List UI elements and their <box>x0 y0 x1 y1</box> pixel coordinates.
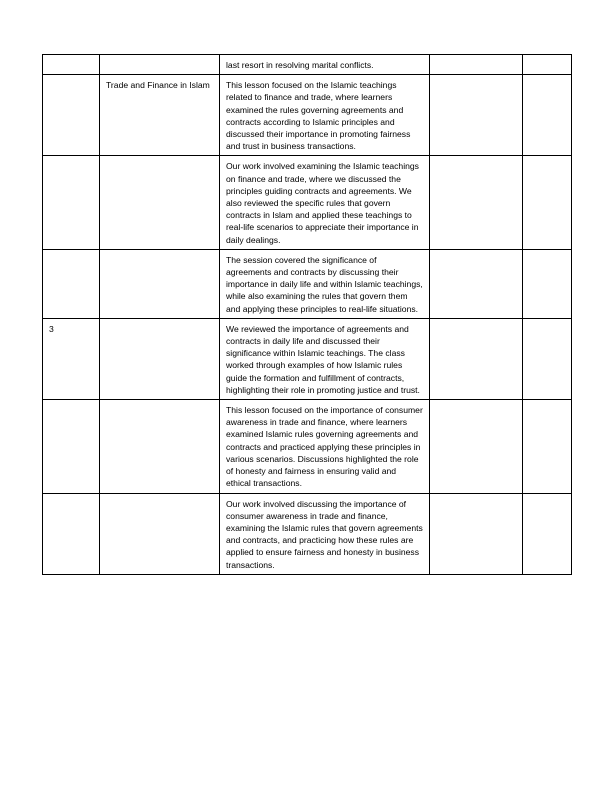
table-row <box>43 400 572 493</box>
week-cell <box>43 75 100 156</box>
empty-cell <box>430 156 523 249</box>
empty-cell <box>523 493 572 574</box>
summary-text: last resort in resolving marital conflicts. <box>226 60 374 70</box>
summary-text: This lesson focused on the Islamic teachings related to finance and trade, where learners examined the rules governing agreements and contracts according to Islamic principles and discussed their importance in promoting fairness and trust in business transactions. <box>226 80 411 152</box>
table-row <box>43 318 572 399</box>
topic-cell <box>100 75 220 156</box>
table-row <box>43 249 572 318</box>
empty-cell <box>523 75 572 156</box>
empty-cell <box>523 400 572 493</box>
summary-text: This lesson focused on the importance of consumer awareness in trade and finance, where learners examined Islamic rules governing agreements and contracts and practiced applying these principles in various scenarios. Discussions highlighted the role of honesty and fairness in ensuring valid and ethical transactions. <box>226 405 423 489</box>
summary-cell <box>220 156 430 249</box>
week-cell <box>43 249 100 318</box>
summary-text: We reviewed the importance of agreements and contracts in daily life and discussed their significance within Islamic teachings. The class worked through examples of how Islamic rules guide the formation and fulfillment of contracts, highlighting their role in promoting justice and trust. <box>226 323 420 395</box>
summary-cell <box>220 318 430 399</box>
empty-cell <box>430 75 523 156</box>
topic-cell <box>100 318 220 399</box>
empty-cell <box>430 249 523 318</box>
topic-cell <box>100 156 220 249</box>
lesson-log-table <box>42 54 572 575</box>
week-cell <box>43 400 100 493</box>
summary-text: The session covered the significance of agreements and contracts by discussing their importance in daily life and within Islamic teachings, while also examining the rules that govern them and applying these principles to real-life situations. <box>226 254 423 314</box>
empty-cell <box>430 400 523 493</box>
week-cell <box>43 156 100 249</box>
summary-text: Our work involved examining the Islamic teachings on finance and trade, where we discussed the principles guiding contracts and agreements. We also reviewed the specific rules that govern contracts in Islam and applied these teachings to real-life scenarios to appreciate their importance in daily dealings. <box>226 161 419 245</box>
table-row <box>43 75 572 156</box>
empty-cell <box>523 318 572 399</box>
empty-cell <box>523 156 572 249</box>
summary-cell <box>220 249 430 318</box>
table-row <box>43 55 572 75</box>
summary-cell <box>220 493 430 574</box>
week-cell <box>43 55 100 75</box>
topic-cell <box>100 493 220 574</box>
empty-cell <box>430 318 523 399</box>
empty-cell <box>430 493 523 574</box>
week-cell <box>43 493 100 574</box>
week-number: 3 <box>49 323 54 334</box>
empty-cell <box>523 55 572 75</box>
topic-cell <box>100 55 220 75</box>
summary-text: Our work involved discussing the importance of consumer awareness in trade and finance, examining the Islamic rules that govern agreements and contracts, and practicing how these rules are applied to ensure fairness and honesty in business transactions. <box>226 498 423 570</box>
table-row <box>43 156 572 249</box>
summary-cell <box>220 400 430 493</box>
week-cell <box>43 318 100 399</box>
table-row <box>43 493 572 574</box>
empty-cell <box>430 55 523 75</box>
summary-cell <box>220 75 430 156</box>
topic-cell <box>100 400 220 493</box>
summary-cell <box>220 55 430 75</box>
topic-text: Trade and Finance in Islam <box>106 80 210 91</box>
empty-cell <box>523 249 572 318</box>
topic-cell <box>100 249 220 318</box>
